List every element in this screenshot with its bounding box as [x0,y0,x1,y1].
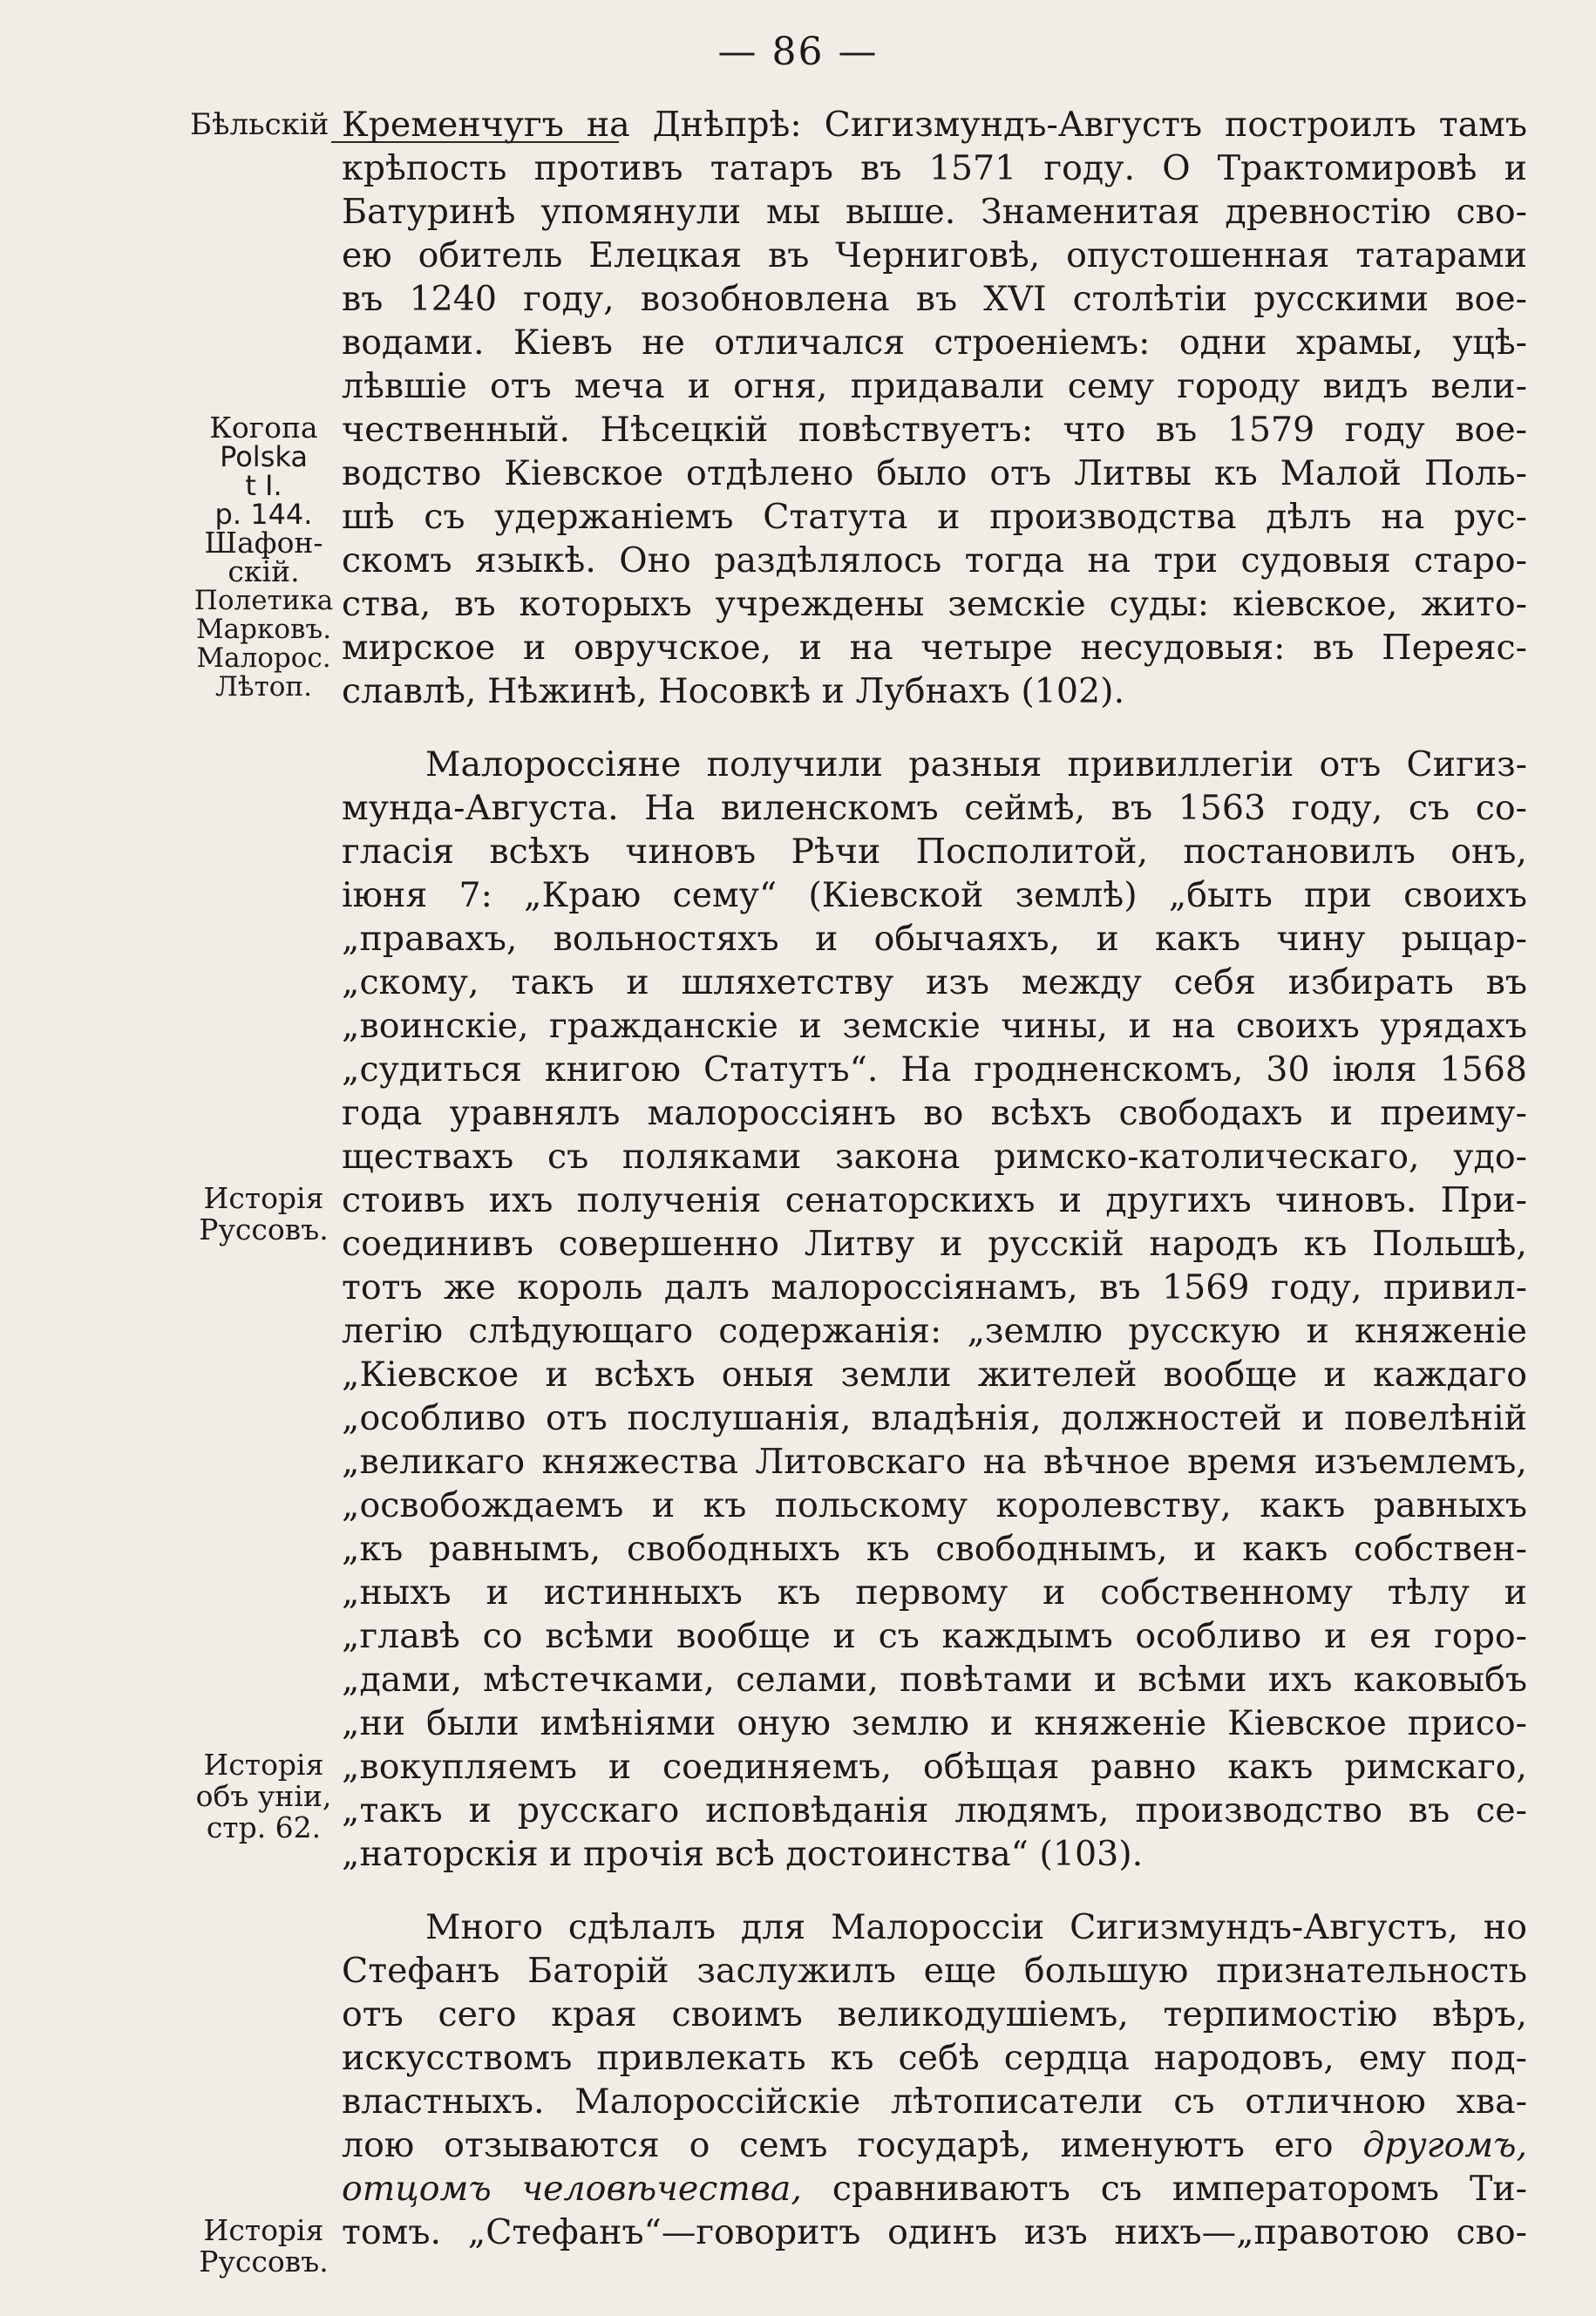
text-line: легію слѣдующаго содержанія: „землю русскую и княженіе [342,1311,1527,1351]
margin-note: Когопа [209,411,318,445]
page-number: — 86 — [717,30,879,74]
text-line: властныхъ. Малороссійскіе лѣтописатели съ отличною хва- [342,2082,1527,2122]
text-line: чественный. Нѣсецкій повѣствуетъ: что въ 1579 году вое- [342,410,1527,450]
margin-note: скій. [228,554,300,588]
text-line: крѣпость противъ татаръ въ 1571 году. О Трактомировѣ и [342,148,1527,188]
text-line: водство Кіевское отдѣлено было отъ Литвы къ Малой Поль- [342,453,1527,493]
text-line: Малороссіяне получили разныя привиллегіи отъ Сигиз- [425,744,1527,784]
margin-note: Руссовъ. [199,1212,329,1246]
text-line: мунда-Августа. На виленскомъ сеймѣ, въ 1563 году, съ со- [342,788,1527,828]
text-line: „ныхъ и истинныхъ къ первому и собственному тѣлу и [342,1572,1527,1613]
text-line: „освобождаемъ и къ польскому королевству, какъ равныхъ [342,1485,1527,1525]
margin-note: Лѣтоп. [215,671,312,703]
text-line: „главѣ со всѣми вообще и съ каждымъ особливо и ея горо- [342,1616,1527,1656]
margin-note: Марковъ. [195,614,332,645]
text-line: Стефанъ Баторій заслужилъ еще большую признательность [342,1951,1527,1991]
text-line: ею обитель Елецкая въ Черниговѣ, опустошенная татарами [342,235,1527,275]
margin-note: объ уніи, [195,1779,332,1813]
text-line: водами. Кіевъ не отличался строеніемъ: одни храмы, уцѣ- [342,323,1527,363]
text-line: „скому, такъ и шляхетству изъ между себя избирать въ [342,962,1527,1002]
text-line: „наторскія и прочія всѣ достоинства“ (103). [342,1834,1144,1874]
text-segment: лою отзываются о семъ государѣ, именуютъ его [342,2125,1334,2165]
text-line: искусствомъ привлекать къ себѣ сердца народовъ, ему под- [342,2038,1527,2078]
text-line: ства, въ которыхъ учреждены земскіе суды: кіевское, жито- [342,584,1527,624]
text-line: года уравнялъ малороссіянъ во всѣхъ свободахъ и преиму- [342,1093,1527,1133]
text-line: „особливо отъ послушанія, владѣнія, должностей и повелѣній [342,1398,1527,1438]
margin-note: Шафон- [204,526,323,560]
text-line: стоивъ ихъ полученія сенаторскихъ и другихъ чиновъ. При- [342,1180,1527,1220]
italic-phrase: отцомъ человѣчества, [342,2169,802,2209]
text-line: „вокупляемъ и соединяемъ, обѣщая равно какъ римскаго, [342,1747,1527,1787]
margin-note: стр. 62. [206,1810,322,1844]
text-line: „судиться книгою Статутъ“. На гродненскомъ, 30 іюля 1568 [342,1049,1527,1090]
margin-note: Руссовъ. [199,2245,329,2279]
text-line: „ни были имѣніями оную землю и княженіе Кіевское присо- [342,1703,1527,1743]
text-line: гласія всѣхъ чиновъ Рѣчи Посполитой, постановилъ онъ, [342,832,1527,872]
text-line: славлѣ, Нѣжинѣ, Носовкѣ и Лубнахъ (102). [342,671,1125,711]
text-line: шѣ съ удержаніемъ Статута и производства дѣлъ на рус- [342,497,1527,537]
text-line: „правахъ, вольностяхъ и обычаяхъ, и какъ чину рыцар- [342,919,1527,959]
text-line: лѣвшіе отъ меча и огня, придавали сему городу видъ вели- [342,366,1527,406]
text-line: мирское и овручское, и на четыре несудовыя: въ Переяс- [342,628,1527,668]
text-segment: сравниваютъ съ императоромъ Ти- [801,2169,1527,2209]
text-line: ществахъ съ поляками закона римско-католическаго, удо- [342,1137,1527,1177]
text-line: отъ сего края своимъ великодушіемъ, терпимостію вѣръ, [342,1994,1527,2034]
text-line: іюня 7: „Краю сему“ (Кіевской землѣ) „быть при своихъ [342,875,1527,915]
text-line: „такъ и русскаго исповѣданія людямъ, производство въ се- [342,1790,1527,1830]
text-line [342,2123,1527,2167]
margin-note: Бѣльскій [190,107,329,142]
text-line: въ 1240 году, возобновлена въ XVI столѣтіи русскими вое- [342,279,1527,319]
text-line: „Кіевское и всѣхъ оныя земли жителей вообще и каждаго [342,1355,1527,1395]
text-line [342,2167,1527,2211]
margin-note: Полетика [194,585,334,616]
text-line: „дами, мѣстечками, селами, повѣтами и всѣми ихъ каковыбъ [342,1660,1527,1700]
text-line: Кременчугъ на Днѣпрѣ: Сигизмундъ-Августъ построилъ тамъ [342,105,1527,145]
margin-note: Исторія [203,2213,324,2247]
text-line: томъ. „Стефанъ“—говоритъ одинъ изъ нихъ—„правотою сво- [342,2212,1527,2252]
margin-note: Polska [220,440,308,473]
text-line: „къ равнымъ, свободныхъ къ свободнымъ, и какъ собствен- [342,1529,1527,1569]
text-line: „воинскіе, гражданскіе и земскіе чины, и на своихъ урядахъ [342,1006,1527,1046]
margin-note: t I. [245,469,282,502]
text-line: скомъ языкѣ. Оно раздѣлялось тогда на три судовыя старо- [342,540,1527,581]
margin-note: Малорос. [196,642,331,674]
text-line: „великаго княжества Литовскаго на вѣчное время изъемлемъ, [342,1442,1527,1482]
italic-phrase: другомъ, [1362,2125,1527,2165]
margin-note: p. 144. [214,498,313,531]
margin-note: Исторія [203,1748,324,1782]
text-line: тотъ же король далъ малороссіянамъ, въ 1569 году, привил- [342,1267,1527,1307]
text-line: Батуринѣ упомянули мы выше. Знаменитая древностію сво- [342,192,1527,232]
margin-note: Исторія [203,1181,324,1215]
text-line: соединивъ совершенно Литву и русскій народъ къ Польшѣ, [342,1224,1527,1264]
text-line: Много сдѣлалъ для Малороссіи Сигизмундъ-Августъ, но [425,1907,1527,1947]
